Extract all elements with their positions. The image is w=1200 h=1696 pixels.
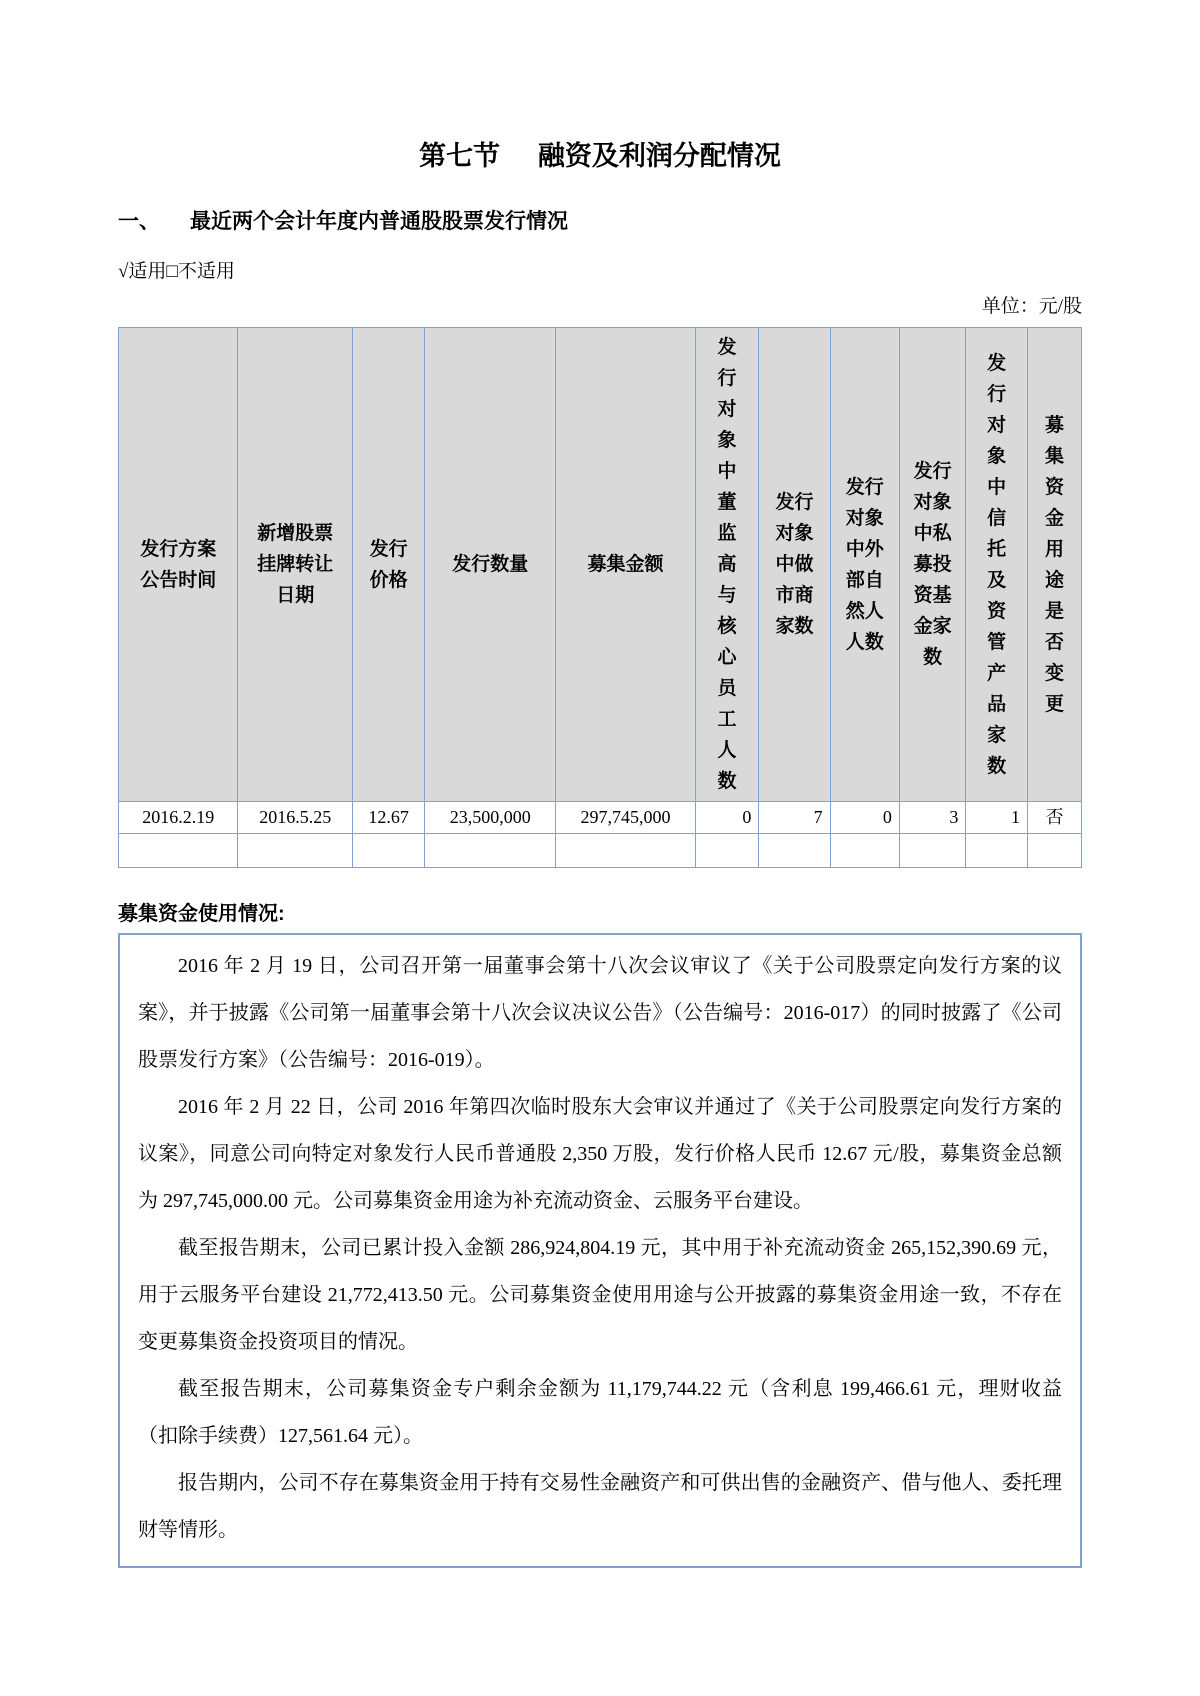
cell-trust-asset-mgmt-products-count: 1 [966, 802, 1028, 834]
section-number: 一、 [118, 210, 160, 233]
header-private-funds-count: 发行对象中私募投资基金家数 [899, 328, 965, 802]
cell-external-natural-persons-count: 0 [830, 802, 899, 834]
cell-fund-usage-changed: 否 [1027, 802, 1081, 834]
table-row [119, 802, 1082, 834]
page-title-text: 融资及利润分配情况 [537, 141, 781, 171]
header-external-natural-persons-count: 发行对象中外部自然人人数 [830, 328, 899, 802]
unit-label: 单位：元/股 [981, 296, 1082, 317]
fund-usage-paragraph-4: 截至报告期末，公司募集资金专户剩余金额为 11,179,744.22 元（含利息 199,466.61 元，理财收益（扣除手续费）127,561.64 元）。 [138, 1378, 1062, 1447]
header-row [119, 328, 1082, 802]
page-title [118, 0, 1082, 172]
cell-market-makers-count: 7 [759, 802, 830, 834]
header-fund-usage-changed: 募集资金用途是否变更 [1027, 328, 1081, 802]
header-raised-amount: 募集金额 [556, 328, 696, 802]
fund-usage-paragraph-5: 报告期内，公司不存在募集资金用于持有交易性金融资产和可供出售的金融资产、借与他人、委托理财等情形。 [138, 1472, 1062, 1541]
header-announcement-date: 发行方案公告时间 [119, 328, 238, 802]
header-directors-core-employees-count: 发行对象中董监高与核心员工人数 [695, 328, 759, 802]
issuance-table [118, 327, 1082, 868]
fund-usage-box [118, 933, 1082, 1568]
cell-directors-core-employees-count: 0 [695, 802, 759, 834]
fund-usage-paragraph-2: 2016 年 2 月 22 日，公司 2016 年第四次临时股东大会审议并通过了《关于公司股票定向发行方案的议案》，同意公司向特定对象发行人民币普通股 2,350 万股，发行价格人民币 12.67 元/股，募集资金总额为 297,745,000.00 元。公司募集资金用途为补充流动资金、云服务平台建设。 [138, 1096, 1062, 1212]
section-heading [118, 209, 1082, 235]
cell-issue-quantity: 23,500,000 [425, 802, 556, 834]
cell-announcement-date: 2016.2.19 [119, 802, 238, 834]
fund-usage-heading: 募集资金使用情况: [118, 903, 285, 925]
fund-usage-paragraph-1: 2016 年 2 月 19 日，公司召开第一届董事会第十八次会议审议了《关于公司股票定向发行方案的议案》，并于披露《公司第一届董事会第十八次会议决议公告》（公告编号：2016-017）的同时披露了《公司股票发行方案》（公告编号：2016-019）。 [138, 955, 1062, 1071]
section-title: 最近两个会计年度内普通股股票发行情况 [190, 210, 568, 233]
header-issue-quantity: 发行数量 [425, 328, 556, 802]
cell-listing-transfer-date: 2016.5.25 [238, 802, 353, 834]
applicability-note: √适用□不适用 [118, 261, 235, 282]
header-trust-asset-mgmt-products-count: 发行对象中信托及资管产品家数 [966, 328, 1028, 802]
cell-issue-price: 12.67 [353, 802, 425, 834]
empty-table-row [119, 834, 1082, 868]
page-title-section-number: 第七节 [419, 141, 501, 171]
header-issue-price: 发行价格 [353, 328, 425, 802]
cell-private-funds-count: 3 [899, 802, 965, 834]
cell-raised-amount: 297,745,000 [556, 802, 696, 834]
header-market-makers-count: 发行对象中做市商家数 [759, 328, 830, 802]
fund-usage-paragraph-3: 截至报告期末，公司已累计投入金额 286,924,804.19 元，其中用于补充流动资金 265,152,390.69 元，用于云服务平台建设 21,772,413.50 元。公司募集资金使用用途与公开披露的募集资金用途一致，不存在变更募集资金投资项目的情况。 [138, 1237, 1062, 1353]
header-listing-transfer-date: 新增股票挂牌转让日期 [238, 328, 353, 802]
